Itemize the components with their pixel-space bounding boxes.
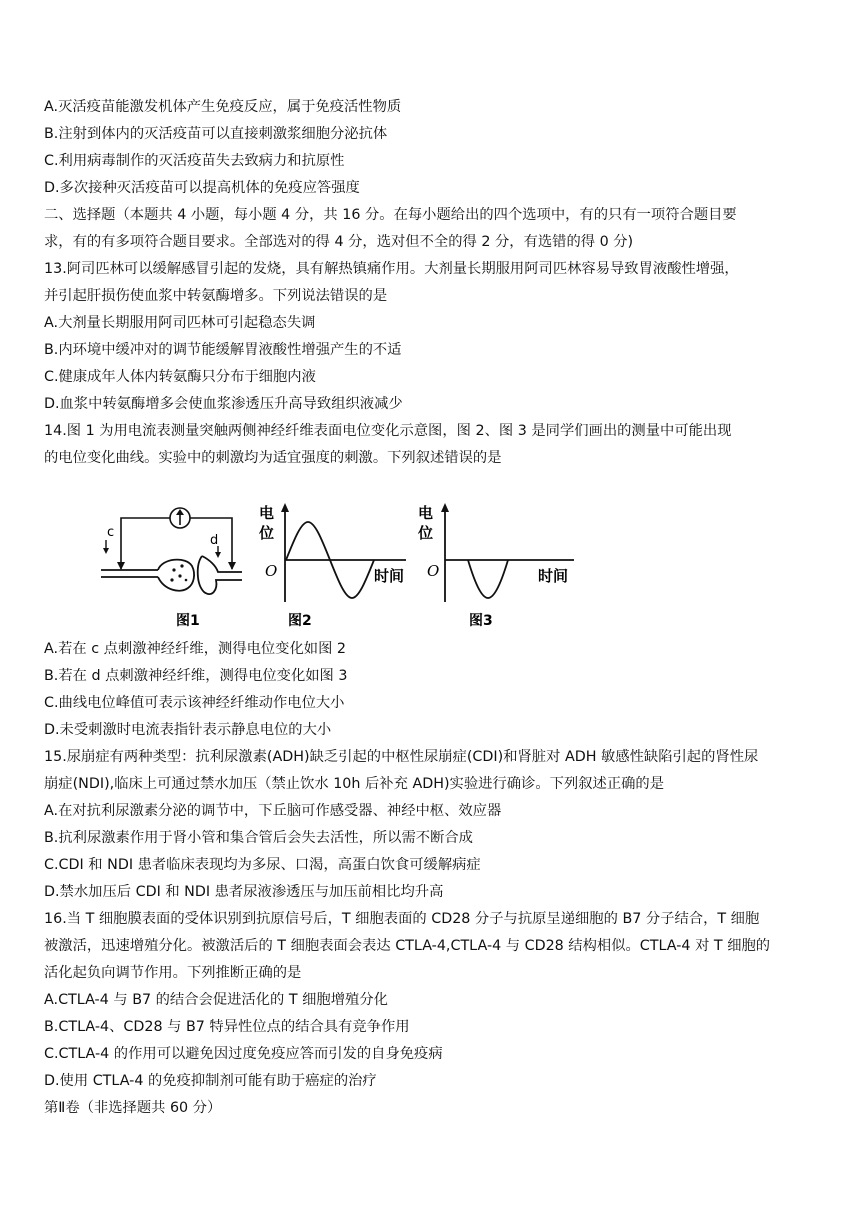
q13-option-b: B.内环境中缓冲对的调节能缓解胃液酸性增强产生的不适 — [44, 342, 402, 358]
fig2-ylabel-top: 电 — [259, 504, 275, 522]
fig2-origin: O — [265, 562, 278, 580]
q16-option-a: A.CTLA-4 与 B7 的结合会促进活化的 T 细胞增殖分化 — [44, 992, 388, 1008]
fig2-ylabel-bottom: 位 — [259, 524, 275, 542]
q13-stem-line1: 13.阿司匹林可以缓解感冒引起的发烧，具有解热镇痛作用。大剂量长期服用阿司匹林容易导致胃液酸性增强， — [44, 261, 739, 277]
fig3-xlabel: 时间 — [538, 567, 569, 585]
q15-stem-line2: 崩症(NDI),临床上可通过禁水加压（禁止饮水 10h 后补充 ADH)实验进行确诊。下列叙述正确的是 — [44, 776, 665, 792]
q14-figure — [96, 494, 596, 632]
section-header-line2: 求，有的有多项符合题目要求。全部选对的得 4 分，选对但不全的得 2 分，有选错的得 0 分) — [44, 234, 634, 250]
section-header-line1: 二、选择题（本题共 4 小题，每小题 4 分，共 16 分。在每小题给出的四个选项中，有的只有一项符合题目要 — [44, 207, 737, 223]
fig3-ylabel-bottom: 位 — [418, 524, 434, 542]
part2-heading: 第Ⅱ卷（非选择题共 60 分） — [44, 1100, 222, 1116]
q16-stem-line2: 被激活，迅速增殖分化。被激活后的 T 细胞表面会表达 CTLA-4,CTLA-4 与 CD28 结构相似。CTLA-4 对 T 细胞的 — [44, 938, 771, 954]
fig3-ylabel-top: 电 — [418, 504, 434, 522]
fig1-label: 图1 — [176, 613, 200, 629]
q16-stem-line3: 活化起负向调节作用。下列推断正确的是 — [44, 965, 302, 981]
fig2-biphasic-curve — [258, 503, 406, 629]
q13-option-d: D.血浆中转氨酶增多会使血浆渗透压升高导致组织液减少 — [44, 396, 403, 412]
q14-option-c: C.曲线电位峰值可表示该神经纤维动作电位大小 — [44, 695, 345, 711]
q12-option-b: B.注射到体内的灭活疫苗可以直接刺激浆细胞分泌抗体 — [44, 126, 388, 142]
q15-stem-line1: 15.尿崩症有两种类型：抗利尿激素(ADH)缺乏引起的中枢性尿崩症(CDI)和肾脏对 ADH 敏感性缺陷引起的肾性尿 — [44, 749, 759, 765]
q16-option-b: B.CTLA-4、CD28 与 B7 特异性位点的结合具有竞争作用 — [44, 1019, 410, 1035]
q15-option-b: B.抗利尿激素作用于肾小管和集合管后会失去活性，所以需不断合成 — [44, 830, 473, 846]
q14-stem-line2: 的电位变化曲线。实验中的刺激均为适宜强度的刺激。下列叙述错误的是 — [44, 450, 502, 466]
q16-stem-line1: 16.当 T 细胞膜表面的受体识别到抗原信号后，T 细胞表面的 CD28 分子与抗原呈递细胞的 B7 分子结合，T 细胞 — [44, 911, 760, 927]
fig3-origin: O — [427, 562, 440, 580]
q15-option-a: A.在对抗利尿激素分泌的调节中，下丘脑可作感受器、神经中枢、效应器 — [44, 803, 502, 819]
point-c-label: c — [107, 525, 115, 540]
point-d-label: d — [210, 533, 219, 548]
fig3-curve — [468, 560, 508, 598]
q12-option-a: A.灭活疫苗能激发机体产生免疫反应，属于免疫活性物质 — [44, 99, 402, 115]
q12-option-c: C.利用病毒制作的灭活疫苗失去致病力和抗原性 — [44, 153, 345, 169]
fig2-label: 图2 — [288, 613, 312, 629]
q12-option-d: D.多次接种灭活疫苗可以提高机体的免疫应答强度 — [44, 180, 360, 196]
q14-stem-line1: 14.图 1 为用电流表测量突触两侧神经纤维表面电位变化示意图，图 2、图 3 是同学们画出的测量中可能出现 — [44, 423, 732, 439]
q15-option-d: D.禁水加压后 CDI 和 NDI 患者尿液渗透压与加压前相比均升高 — [44, 884, 444, 900]
fig1-synapse-diagram — [101, 508, 242, 629]
q13-option-a: A.大剂量长期服用阿司匹林可引起稳态失调 — [44, 315, 316, 331]
fig2-xlabel: 时间 — [374, 567, 405, 585]
fig3-monophasic-curve — [417, 503, 574, 629]
q14-option-a: A.若在 c 点刺激神经纤维，测得电位变化如图 2 — [44, 641, 347, 657]
q16-option-c: C.CTLA-4 的作用可以避免因过度免疫应答而引发的自身免疫病 — [44, 1046, 443, 1062]
q13-stem-line2: 并引起肝损伤使血浆中转氨酶增多。下列说法错误的是 — [44, 288, 388, 304]
q14-option-d: D.未受刺激时电流表指针表示静息电位的大小 — [44, 722, 332, 738]
q14-option-b: B.若在 d 点刺激神经纤维，测得电位变化如图 3 — [44, 668, 348, 684]
q16-option-d: D.使用 CTLA-4 的免疫抑制剂可能有助于癌症的治疗 — [44, 1073, 377, 1089]
fig3-label: 图3 — [469, 613, 493, 629]
q13-option-c: C.健康成年人体内转氨酶只分布于细胞内液 — [44, 369, 316, 385]
q15-option-c: C.CDI 和 NDI 患者临床表现均为多尿、口渴，高蛋白饮食可缓解病症 — [44, 857, 481, 873]
